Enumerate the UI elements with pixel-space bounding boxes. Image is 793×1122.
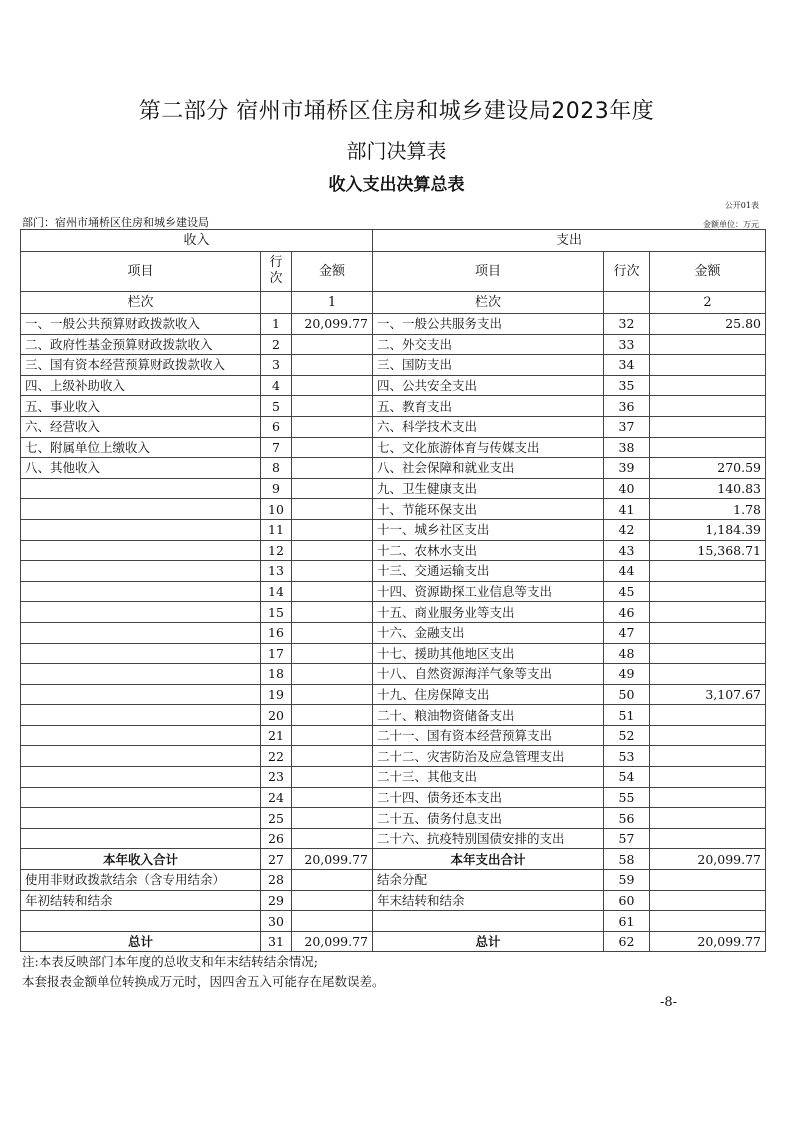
page-number: -8- — [660, 995, 678, 1010]
expense-row-no: 54 — [604, 767, 650, 788]
table-row — [21, 643, 766, 664]
income-row-no: 9 — [261, 478, 292, 499]
expense-item: 二十六、抗疫特别国债安排的支出 — [373, 828, 604, 849]
income-item: 一、一般公共预算财政拨款收入 — [21, 314, 261, 335]
expense-item: 年末结转和结余 — [373, 890, 604, 911]
income-row-no: 23 — [261, 767, 292, 788]
income-amount-header: 金额 — [292, 252, 373, 292]
income-row-no: 31 — [261, 931, 292, 952]
income-amount: 20,099.77 — [292, 931, 373, 952]
income-row-no-header — [261, 252, 292, 292]
income-item: 三、国有资本经营预算财政拨款收入 — [21, 355, 261, 376]
expense-row-no: 32 — [604, 314, 650, 335]
income-amount — [292, 355, 373, 376]
income-amount — [292, 561, 373, 582]
expense-amount: 3,107.67 — [650, 684, 766, 705]
income-amount: 20,099.77 — [292, 849, 373, 870]
expense-row-no: 43 — [604, 540, 650, 561]
expense-row-no: 55 — [604, 787, 650, 808]
income-item — [21, 911, 261, 932]
income-item: 年初结转和结余 — [21, 890, 261, 911]
expense-item: 十八、自然资源海洋气象等支出 — [373, 664, 604, 685]
table-row — [21, 314, 766, 335]
income-row-no: 20 — [261, 705, 292, 726]
table-row — [21, 581, 766, 602]
tail-row — [21, 870, 766, 891]
expense-row-no: 51 — [604, 705, 650, 726]
income-row-no: 6 — [261, 416, 292, 437]
expense-row-no: 57 — [604, 828, 650, 849]
income-item — [21, 643, 261, 664]
income-row-no: 26 — [261, 828, 292, 849]
expense-amount — [650, 890, 766, 911]
income-row-no: 27 — [261, 849, 292, 870]
income-row-no: 7 — [261, 437, 292, 458]
income-item: 五、事业收入 — [21, 396, 261, 417]
income-amount — [292, 808, 373, 829]
expense-item: 十一、城乡社区支出 — [373, 519, 604, 540]
expense-header: 支出 — [373, 230, 766, 252]
expense-item: 十五、商业服务业等支出 — [373, 602, 604, 623]
income-amount — [292, 602, 373, 623]
expense-amount — [650, 622, 766, 643]
income-amount — [292, 458, 373, 479]
expense-amount — [650, 725, 766, 746]
income-amount — [292, 684, 373, 705]
section-header-row — [21, 230, 766, 252]
expense-row-no: 56 — [604, 808, 650, 829]
income-row-no: 11 — [261, 519, 292, 540]
expense-item: 四、公共安全支出 — [373, 375, 604, 396]
table-row — [21, 499, 766, 520]
expense-row-no: 58 — [604, 849, 650, 870]
table-row — [21, 375, 766, 396]
income-item — [21, 540, 261, 561]
income-row-no: 3 — [261, 355, 292, 376]
table-row — [21, 396, 766, 417]
expense-item: 十六、金融支出 — [373, 622, 604, 643]
income-amount — [292, 375, 373, 396]
expense-row-no: 42 — [604, 519, 650, 540]
income-row-no: 8 — [261, 458, 292, 479]
table-row — [21, 561, 766, 582]
table-row — [21, 664, 766, 685]
income-row-no: 10 — [261, 499, 292, 520]
amount-unit: 金额单位：万元 — [703, 220, 759, 229]
expense-column-number: 2 — [650, 292, 766, 314]
income-amount — [292, 643, 373, 664]
expense-amount: 140.83 — [650, 478, 766, 499]
notes — [22, 952, 385, 992]
income-item — [21, 787, 261, 808]
income-row-no: 29 — [261, 890, 292, 911]
income-item — [21, 519, 261, 540]
expense-item: 二十一、国有资本经营预算支出 — [373, 725, 604, 746]
expense-row-no: 46 — [604, 602, 650, 623]
expense-item: 八、社会保障和就业支出 — [373, 458, 604, 479]
expense-item: 二十三、其他支出 — [373, 767, 604, 788]
expense-amount: 25.80 — [650, 314, 766, 335]
expense-row-no: 59 — [604, 870, 650, 891]
income-row-no: 21 — [261, 725, 292, 746]
income-row-no: 16 — [261, 622, 292, 643]
expense-row-no: 62 — [604, 931, 650, 952]
expense-column-label: 栏次 — [373, 292, 604, 314]
income-row-no: 4 — [261, 375, 292, 396]
expense-amount — [650, 705, 766, 726]
income-item — [21, 499, 261, 520]
income-amount — [292, 519, 373, 540]
income-item — [21, 808, 261, 829]
income-amount — [292, 767, 373, 788]
income-column-number: 1 — [292, 292, 373, 314]
tail-row — [21, 890, 766, 911]
income-item — [21, 561, 261, 582]
table-row — [21, 787, 766, 808]
income-item — [21, 828, 261, 849]
income-row-no: 15 — [261, 602, 292, 623]
income-row-no: 30 — [261, 911, 292, 932]
income-amount — [292, 499, 373, 520]
income-row-no: 12 — [261, 540, 292, 561]
income-item — [21, 622, 261, 643]
expense-item: 二十四、债务还本支出 — [373, 787, 604, 808]
expense-row-no: 61 — [604, 911, 650, 932]
income-amount — [292, 890, 373, 911]
income-item: 八、其他收入 — [21, 458, 261, 479]
expense-item-header: 项目 — [373, 252, 604, 292]
table-row — [21, 725, 766, 746]
note-line: 注:本表反映部门本年度的总收支和年末结转结余情况; — [22, 954, 318, 969]
income-amount — [292, 334, 373, 355]
column-number-row — [21, 292, 766, 314]
expense-item: 结余分配 — [373, 870, 604, 891]
department-label: 部门：宿州市埇桥区住房和城乡建设局 — [22, 216, 209, 229]
income-row-no: 14 — [261, 581, 292, 602]
table-title: 收入支出决算总表 — [328, 175, 465, 195]
expense-amount — [650, 602, 766, 623]
expense-amount-header: 金额 — [650, 252, 766, 292]
table-row — [21, 334, 766, 355]
expense-item: 总计 — [373, 931, 604, 952]
expense-item: 九、卫生健康支出 — [373, 478, 604, 499]
expense-amount: 20,099.77 — [650, 931, 766, 952]
expense-column-blank — [604, 292, 650, 314]
expense-amount — [650, 787, 766, 808]
expense-row-no: 50 — [604, 684, 650, 705]
expense-amount — [650, 416, 766, 437]
income-amount — [292, 581, 373, 602]
expense-item: 七、文化旅游体育与传媒支出 — [373, 437, 604, 458]
expense-amount — [650, 581, 766, 602]
expense-row-no: 40 — [604, 478, 650, 499]
income-row-no: 18 — [261, 664, 292, 685]
income-row-no: 28 — [261, 870, 292, 891]
income-amount — [292, 746, 373, 767]
income-item — [21, 705, 261, 726]
income-item — [21, 725, 261, 746]
expense-amount — [650, 911, 766, 932]
income-row-no: 25 — [261, 808, 292, 829]
expense-amount: 15,368.71 — [650, 540, 766, 561]
income-amount — [292, 478, 373, 499]
income-row-no: 5 — [261, 396, 292, 417]
expense-amount — [650, 767, 766, 788]
income-amount — [292, 705, 373, 726]
expense-row-no: 36 — [604, 396, 650, 417]
income-amount — [292, 664, 373, 685]
document-title: 第二部分 宿州市埇桥区住房和城乡建设局2023年度 — [138, 99, 655, 124]
income-item: 四、上级补助收入 — [21, 375, 261, 396]
income-column-label: 栏次 — [21, 292, 261, 314]
column-header-row — [21, 252, 766, 292]
income-item: 七、附属单位上缴收入 — [21, 437, 261, 458]
income-row-no: 22 — [261, 746, 292, 767]
expense-row-no: 44 — [604, 561, 650, 582]
expense-row-no: 34 — [604, 355, 650, 376]
income-amount: 20,099.77 — [292, 314, 373, 335]
note-line: 本套报表金额单位转换成万元时，因四舍五入可能存在尾数误差。 — [22, 974, 385, 989]
expense-amount — [650, 355, 766, 376]
expense-item: 十二、农林水支出 — [373, 540, 604, 561]
expense-amount: 1.78 — [650, 499, 766, 520]
table-row — [21, 767, 766, 788]
table-row — [21, 684, 766, 705]
expense-row-no: 47 — [604, 622, 650, 643]
table-row — [21, 416, 766, 437]
expense-row-no: 52 — [604, 725, 650, 746]
table-row — [21, 746, 766, 767]
income-row-no: 13 — [261, 561, 292, 582]
income-item — [21, 746, 261, 767]
table-row — [21, 458, 766, 479]
form-number: 公开01表 — [724, 201, 759, 210]
expense-row-no: 48 — [604, 643, 650, 664]
document-subtitle: 部门决算表 — [346, 139, 447, 163]
expense-item: 二十二、灾害防治及应急管理支出 — [373, 746, 604, 767]
expense-amount — [650, 870, 766, 891]
expense-row-no: 45 — [604, 581, 650, 602]
table-row — [21, 705, 766, 726]
income-item — [21, 478, 261, 499]
expense-row-no-header: 行次 — [604, 252, 650, 292]
expense-item: 二十、粮油物资储备支出 — [373, 705, 604, 726]
income-amount — [292, 870, 373, 891]
income-row-no: 1 — [261, 314, 292, 335]
expense-amount: 270.59 — [650, 458, 766, 479]
table-row — [21, 808, 766, 829]
subtotal-row — [21, 849, 766, 870]
expense-item: 十七、援助其他地区支出 — [373, 643, 604, 664]
income-amount — [292, 396, 373, 417]
income-header: 收入 — [21, 230, 373, 252]
income-amount — [292, 787, 373, 808]
income-row-no-label: 行次 — [269, 255, 283, 286]
income-item: 二、政府性基金预算财政拨款收入 — [21, 334, 261, 355]
expense-item — [373, 911, 604, 932]
expense-row-no: 49 — [604, 664, 650, 685]
expense-item: 一、一般公共服务支出 — [373, 314, 604, 335]
income-item: 六、经营收入 — [21, 416, 261, 437]
income-item — [21, 581, 261, 602]
income-row-no: 19 — [261, 684, 292, 705]
expense-item: 十四、资源勘探工业信息等支出 — [373, 581, 604, 602]
expense-item: 六、科学技术支出 — [373, 416, 604, 437]
expense-item: 十三、交通运输支出 — [373, 561, 604, 582]
expense-row-no: 33 — [604, 334, 650, 355]
expense-amount — [650, 643, 766, 664]
income-row-no: 17 — [261, 643, 292, 664]
expense-row-no: 53 — [604, 746, 650, 767]
expense-amount — [650, 334, 766, 355]
expense-amount: 20,099.77 — [650, 849, 766, 870]
total-row — [21, 931, 766, 952]
table-row — [21, 355, 766, 376]
income-item — [21, 664, 261, 685]
expense-amount — [650, 746, 766, 767]
income-item — [21, 602, 261, 623]
table-row — [21, 828, 766, 849]
income-row-no: 24 — [261, 787, 292, 808]
table-row — [21, 622, 766, 643]
income-expense-table — [20, 229, 766, 952]
expense-item: 三、国防支出 — [373, 355, 604, 376]
expense-amount — [650, 664, 766, 685]
expense-row-no: 35 — [604, 375, 650, 396]
tail-row — [21, 911, 766, 932]
table-row — [21, 437, 766, 458]
income-item: 本年收入合计 — [21, 849, 261, 870]
income-amount — [292, 437, 373, 458]
income-amount — [292, 622, 373, 643]
income-amount — [292, 725, 373, 746]
expense-item: 十九、住房保障支出 — [373, 684, 604, 705]
expense-item: 十、节能环保支出 — [373, 499, 604, 520]
expense-row-no: 41 — [604, 499, 650, 520]
table-row — [21, 519, 766, 540]
expense-item: 二、外交支出 — [373, 334, 604, 355]
expense-amount — [650, 396, 766, 417]
income-amount — [292, 540, 373, 561]
income-item: 总计 — [21, 931, 261, 952]
income-amount — [292, 911, 373, 932]
expense-row-no: 60 — [604, 890, 650, 911]
table-row — [21, 602, 766, 623]
expense-item: 二十五、债务付息支出 — [373, 808, 604, 829]
income-row-no: 2 — [261, 334, 292, 355]
income-item — [21, 684, 261, 705]
expense-row-no: 37 — [604, 416, 650, 437]
expense-row-no: 38 — [604, 437, 650, 458]
expense-amount — [650, 561, 766, 582]
table-row — [21, 478, 766, 499]
expense-amount: 1,184.39 — [650, 519, 766, 540]
income-amount — [292, 828, 373, 849]
expense-item: 本年支出合计 — [373, 849, 604, 870]
income-amount — [292, 416, 373, 437]
income-column-blank — [261, 292, 292, 314]
expense-row-no: 39 — [604, 458, 650, 479]
expense-amount — [650, 808, 766, 829]
expense-amount — [650, 828, 766, 849]
income-item — [21, 767, 261, 788]
expense-amount — [650, 375, 766, 396]
income-item: 使用非财政拨款结余（含专用结余） — [21, 870, 261, 891]
income-item-header: 项目 — [21, 252, 261, 292]
table-row — [21, 540, 766, 561]
expense-amount — [650, 437, 766, 458]
expense-item: 五、教育支出 — [373, 396, 604, 417]
